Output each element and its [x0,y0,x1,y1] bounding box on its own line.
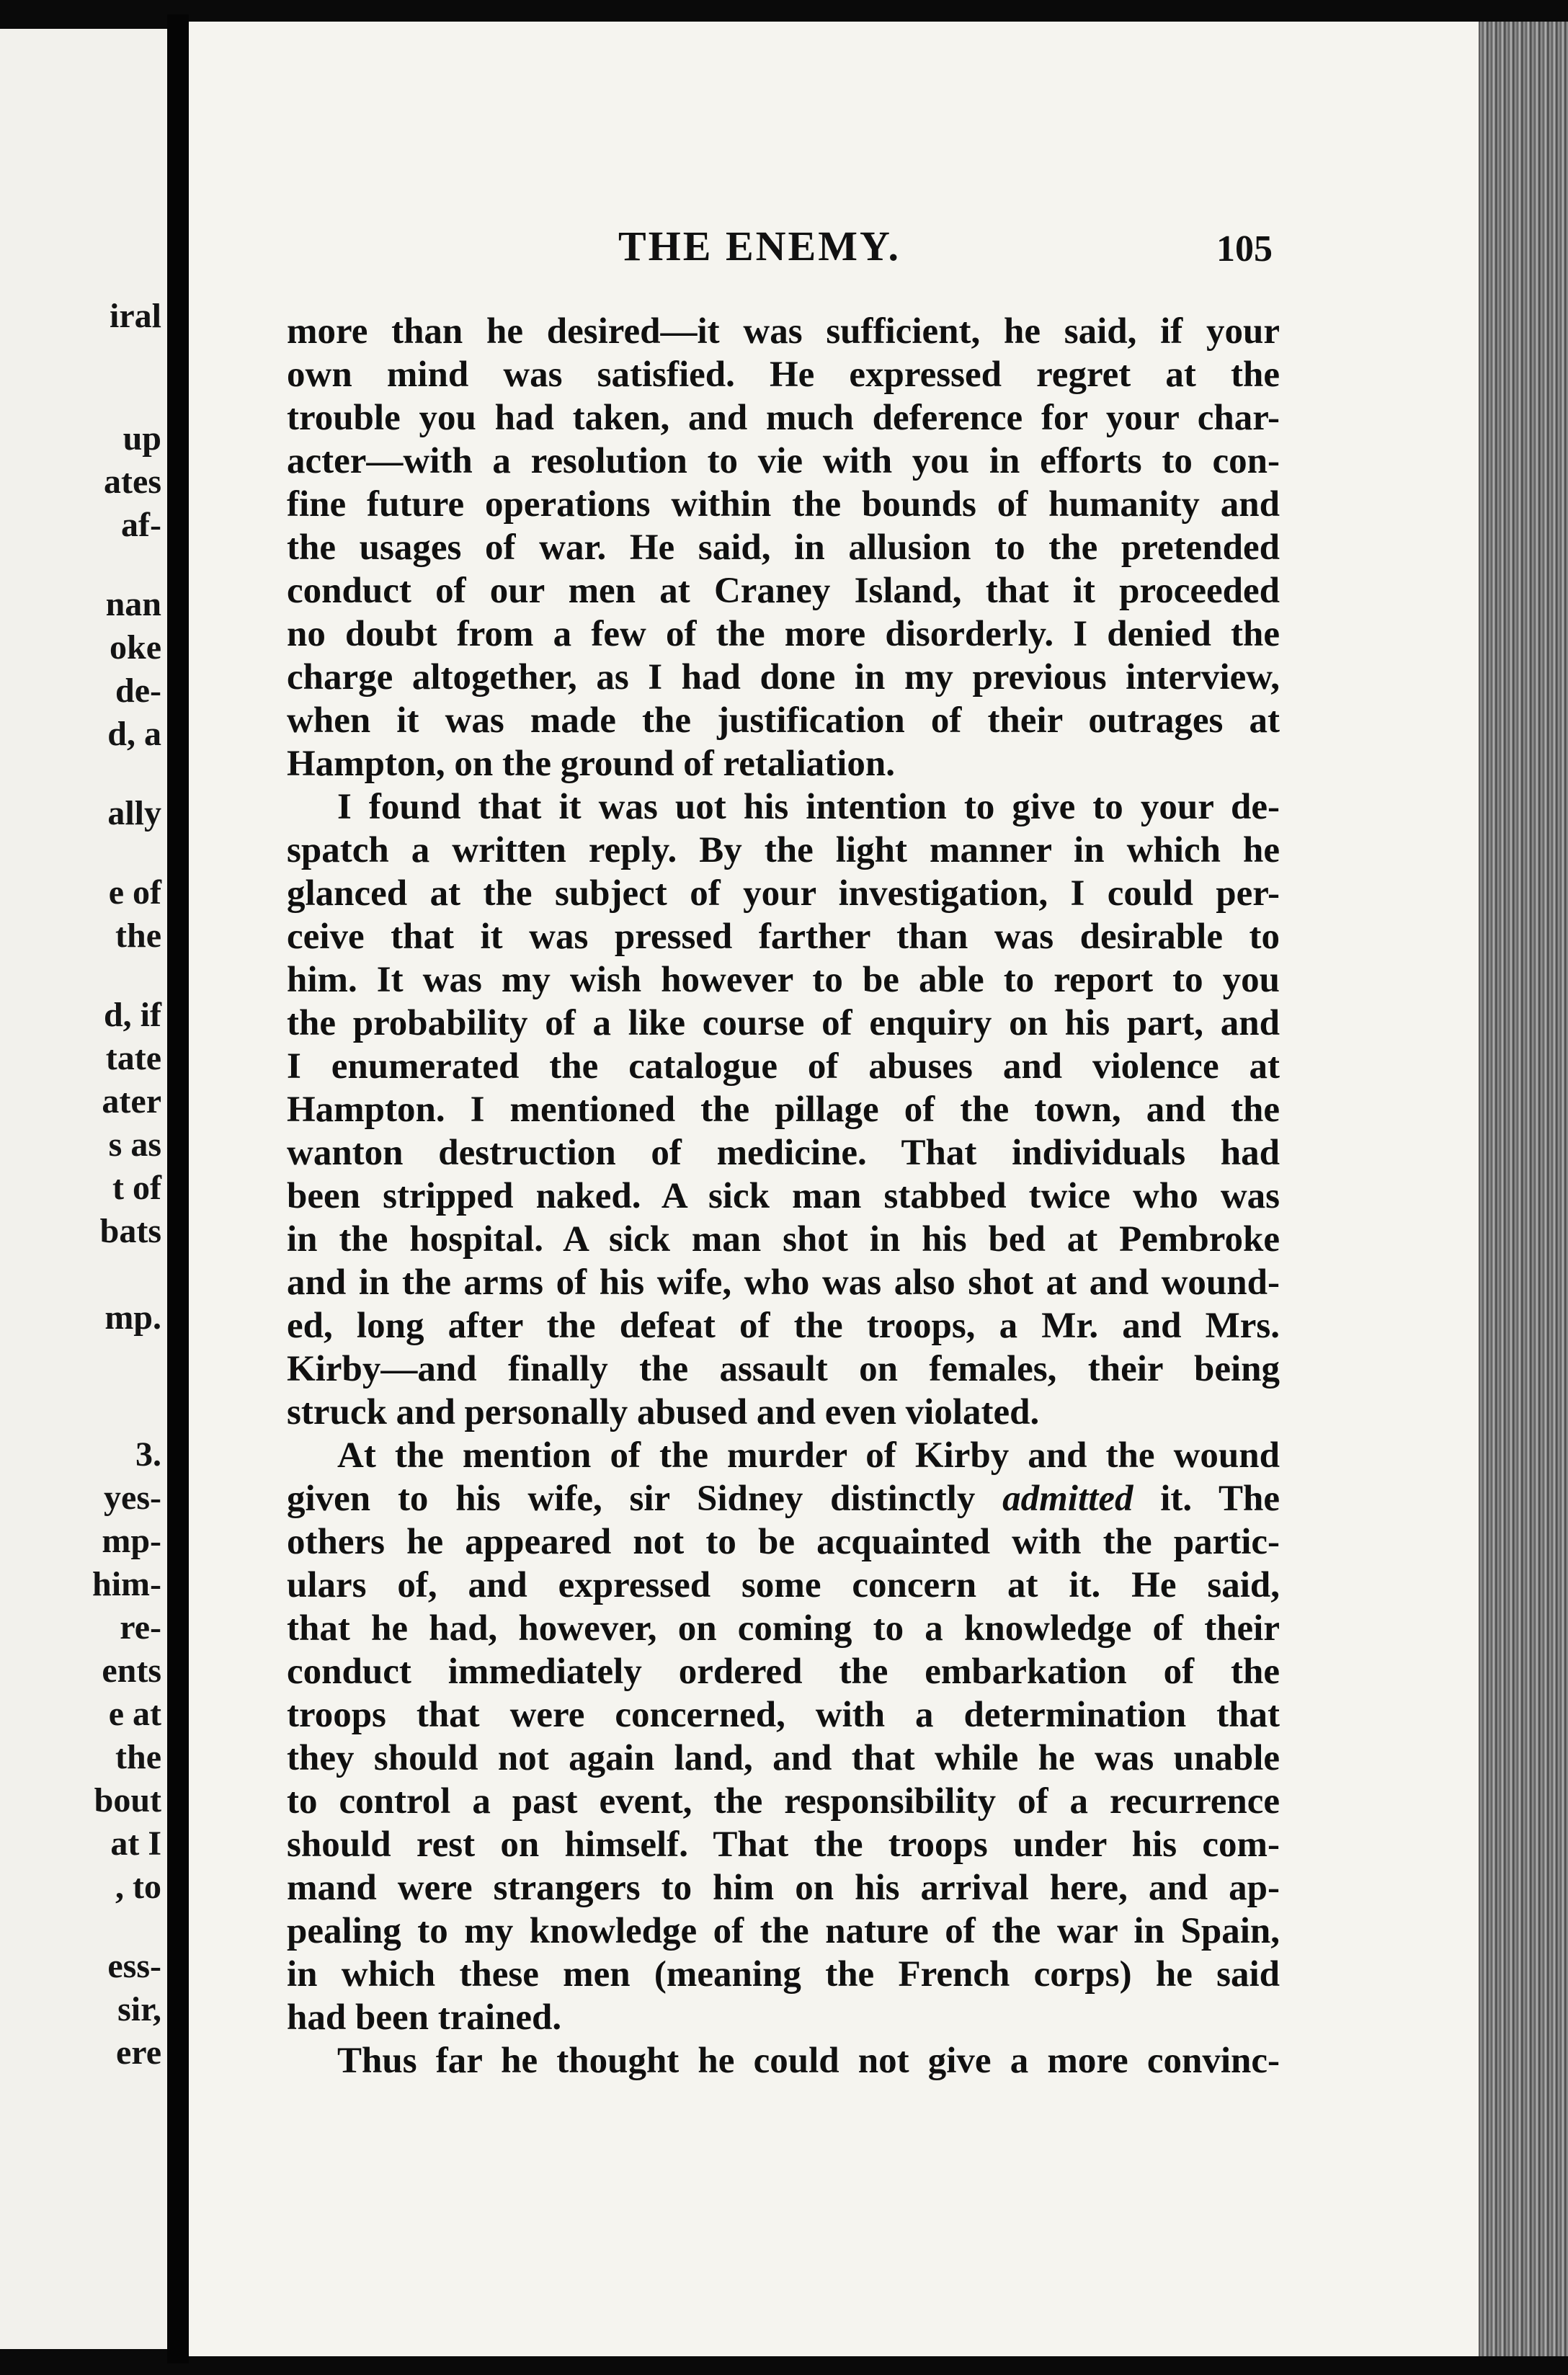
previous-page-fragment-line: oke [110,628,161,667]
text-line: in the hospital. A sick man shot in his bed at Pembroke [287,1219,1280,1260]
text-line: glanced at the subject of your investigation, I could per- [287,873,1280,914]
previous-page-fragment-line: tate [105,1039,161,1077]
text-span: given to his wife, sir Sidney distinctly [287,1479,976,1519]
page-number: 105 [1216,228,1273,269]
previous-page-fragment-line: de- [115,672,161,710]
text-line: ed, long after the defeat of the troops, a Mr. and Mrs. [287,1306,1280,1346]
text-line: Kirby—and finally the assault on females, their being [287,1349,1280,1389]
previous-page-fragment-line: d, if [103,996,161,1034]
text-line: conduct immediately ordered the embarkation of the [287,1652,1280,1692]
previous-page-fragment-line: up [122,419,161,458]
text-line: in which these men (meaning the French corps) he said [287,1954,1280,1995]
running-head: THE ENEMY. [618,223,901,269]
text-line: wanton destruction of medicine. That individuals had [287,1133,1280,1173]
text-line: been stripped naked. A sick man stabbed twice who was [287,1176,1280,1216]
text-line: him. It was my wish however to be able to report to you [287,960,1280,1000]
text-line: Hampton. I mentioned the pillage of the town, and the [287,1090,1280,1130]
previous-page-fragment-line: ater [102,1082,161,1120]
previous-page-fragment-line: iral [110,297,161,335]
text-line: fine future operations within the bounds of humanity and [287,484,1280,525]
italic-word: admitted [1002,1479,1133,1519]
text-line: trouble you had taken, and much deference for your char- [287,398,1280,438]
body-text [287,310,1280,2082]
previous-page-fragment-line: bout [94,1781,161,1819]
text-line: pealing to my knowledge of the nature of the war in Spain, [287,1911,1280,1951]
previous-page-fragment-line: ates [104,463,161,501]
previous-page-fragment-line: 3. [135,1435,161,1474]
text-line: Hampton, on the ground of retaliation. [287,744,895,784]
text-line: ulars of, and expressed some concern at it. He said, [287,1565,1280,1605]
previous-page-fragment-line: s as [108,1126,161,1164]
text-line: others he appeared not to be acquainted with the partic- [287,1522,1280,1562]
previous-page-fragment-line: yes- [104,1479,161,1517]
previous-page-fragment-line: mp- [102,1522,161,1560]
previous-page-fragment-line: nan [105,585,161,623]
text-line: acter—with a resolution to vie with you in efforts to con- [287,441,1280,481]
previous-page-fragment-line: e of [108,873,161,912]
previous-page-fragment-line: bats [99,1212,161,1250]
text-line: At the mention of the murder of Kirby and the wound [337,1435,1280,1476]
page-edge [1479,22,1568,2356]
previous-page-fragment-line: sir, [117,1990,161,2028]
text-line: struck and personally abused and even violated. [287,1392,1040,1432]
text-line: the usages of war. He said, in allusion to the pretended [287,527,1280,568]
text-line: more than he desired—it was sufficient, he said, if your [287,311,1280,352]
text-line: when it was made the justification of their outrages at [287,700,1280,741]
previous-page-fragment-line: ess- [107,1947,161,1985]
book-gutter [167,14,189,2363]
text-line: mand were strangers to him on his arrival here, and ap- [287,1868,1280,1908]
text-span: it. The [1160,1479,1280,1519]
text-line: troops that were concerned, with a determination that [287,1695,1280,1735]
text-line: I enumerated the catalogue of abuses and violence at [287,1046,1280,1087]
previous-page-fragment [0,29,167,2349]
text-line: Thus far he thought he could not give a more convinc- [337,2041,1280,2081]
text-line: to control a past event, the responsibility of a recurrence [287,1781,1280,1822]
text-line: conduct of our men at Craney Island, that it proceeded [287,571,1280,611]
text-line: no doubt from a few of the more disorderly. I denied the [287,614,1280,654]
previous-page-fragment-line: ere [115,2033,161,2072]
previous-page-fragment-line: ally [107,794,161,832]
text-line: ceive that it was pressed farther than was desirable to [287,917,1280,957]
previous-page-fragment-line: ents [102,1652,161,1690]
previous-page-text [0,29,161,2349]
previous-page-fragment-line: him- [92,1565,161,1603]
previous-page-fragment-line: af- [121,506,161,544]
text-line: they should not again land, and that while he was unable [287,1738,1280,1778]
text-line: the probability of a like course of enquiry on his part, and [287,1003,1280,1043]
text-line: had been trained. [287,1997,562,2038]
text-line: spatch a written reply. By the light manner in which he [287,830,1280,870]
text-line: that he had, however, on coming to a knowledge of their [287,1608,1280,1649]
previous-page-fragment-line: at I [110,1824,161,1863]
text-line: own mind was satisfied. He expressed regret at the [287,355,1280,395]
text-line: should rest on himself. That the troops under his com- [287,1824,1280,1865]
previous-page-fragment-line: d, a [107,715,161,753]
previous-page-fragment-line: mp. [104,1298,161,1337]
text-line [287,1477,1280,1520]
previous-page-fragment-line: the [115,917,161,955]
text-line: and in the arms of his wife, who was also shot at and wound- [287,1262,1280,1303]
previous-page-fragment-line: t of [112,1169,161,1207]
previous-page-fragment-line: e at [108,1695,161,1733]
text-line: charge altogether, as I had done in my previous interview, [287,657,1280,698]
text-line: I found that it was uot his intention to give to your de- [337,787,1280,827]
previous-page-fragment-line: , to [115,1868,161,1906]
previous-page-fragment-line: re- [120,1608,161,1647]
previous-page-fragment-line: the [115,1738,161,1776]
